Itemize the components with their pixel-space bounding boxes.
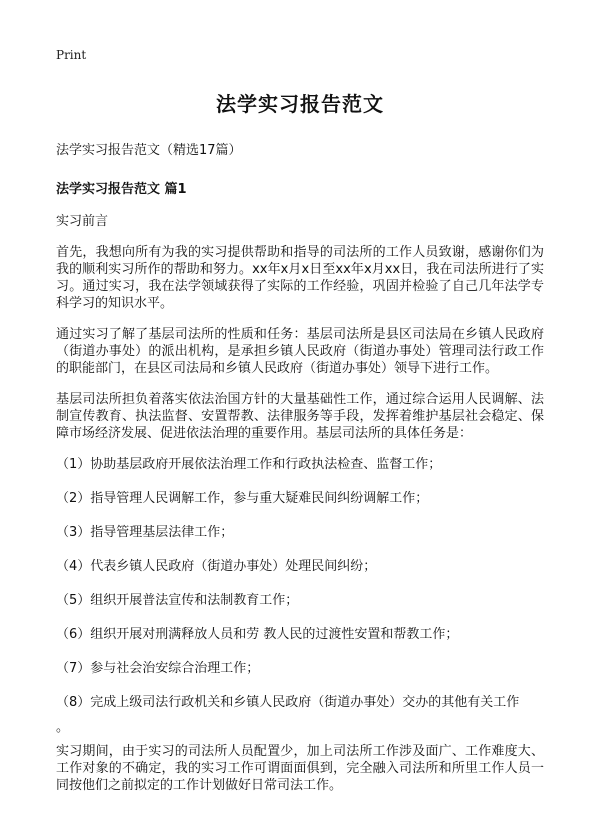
section-title: 法学实习报告范文 篇1 — [56, 182, 187, 197]
print-link[interactable]: Print — [56, 48, 87, 62]
task-item-6: （6）组织开展对刑满释放人员和劳 教人民的过渡性安置和帮教工作； — [56, 627, 459, 642]
task-item-5: （5）组织开展普法宣传和法制教育工作； — [56, 593, 299, 608]
task-item-3: （3）指导管理基层法律工作； — [56, 525, 234, 540]
task-item-8: （8）完成上级司法行政机关和乡镇人民政府（街道办事处）交办的其他有关工作 — [56, 695, 520, 710]
intro-heading: 实习前言 — [56, 214, 109, 229]
closing-paragraph: 实习期间，由于实习的司法所人员配置少，加上司法所工作涉及面广、工作难度大、工作对象的不确定，我的实习工作可谓面面俱到，完全融入司法所和所里工作人员一同按他们之前拟定的工作计划做好日常司法工作。 — [56, 744, 544, 793]
task-item-7: （7）参与社会治安综合治理工作； — [56, 661, 260, 676]
paragraph-1: 首先，我想向所有为我的实习提供帮助和指导的司法所的工作人员致谢，感谢你们为我的顺利实习所作的帮助和努力。xx年x月x日至xx年x月xx日，我在司法所进行了实习。通过实习，我在法学领域获得了实际的工作经验，巩固并检验了自己几年法学专科学习的知识水平。 — [56, 245, 544, 311]
paragraph-3: 基层司法所担负着落实依法治国方针的大量基础性工作，通过综合运用人民调解、法制宣传教育、执法监督、安置帮教、法律服务等手段，发挥着维护基层社会稳定、保障市场经济发展、促进依法治理的重要作用。基层司法所的具体任务是： — [56, 392, 544, 441]
document-subtitle: 法学实习报告范文（精选17篇） — [56, 143, 242, 158]
task-item-4: （4）代表乡镇人民政府（街道办事处）处理民间纠纷； — [56, 559, 377, 574]
task-item-2: （2）指导管理人民调解工作，参与重大疑难民间纠纷调解工作； — [56, 491, 429, 506]
task-item-1: （1）协助基层政府开展依法治理工作和行政执法检查、监督工作； — [56, 457, 442, 472]
task-list-end-mark: 。 — [56, 720, 70, 735]
document-title: 法学实习报告范文 — [216, 92, 384, 116]
paragraph-2: 通过实习了解了基层司法所的性质和任务：基层司法所是县区司法局在乡镇人民政府（街道办事处）的派出机构，是承担乡镇人民政府（街道办事处）管理司法行政工作的职能部门，在县区司法局和乡镇人民政府（街道办事处）领导下进行工作。 — [56, 327, 544, 376]
